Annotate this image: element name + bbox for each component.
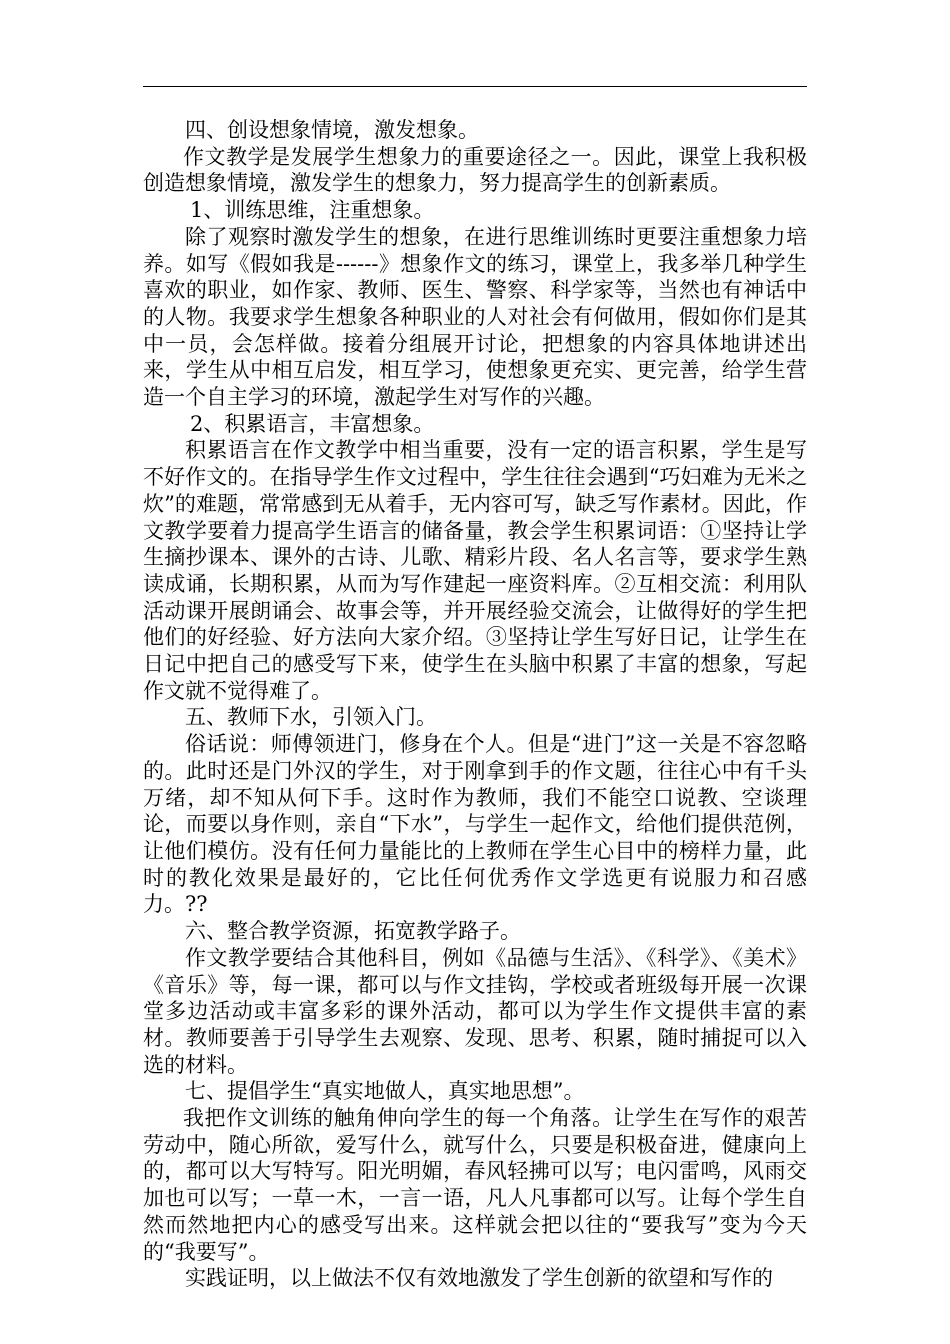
paragraph: 俗话说：师傅领进门，修身在个人。但是“进门”这一关是不容忽略的。此时还是门外汉的学生，对于刚拿到手的作文题，往往心中有千头万绪，却不知从何下手。这时作为教师，我们不能空口说教、空谈理论，而要以身作则，亲自“下水”，与学生一起作文，给他们提供范例，让他们模仿。没有任何力量能比的上教师在学生心目中的榜样力量，此时的教化效果是最好的，它比任何优秀作文学选更有说服力和召感力。?? <box>143 732 807 917</box>
section-heading-5: 五、教师下水，引领入门。 <box>185 705 437 730</box>
paragraph: 积累语言在作文教学中相当重要，没有一定的语言积累，学生是写不好作文的。在指导学生作文过程中，学生往往会遇到“巧妇难为无米之炊”的难题，常常感到无从着手，无内容可写，缺乏写作素材。因此，作文教学要着力提高学生语言的储备量，教会学生积累词语：①坚持让学生摘抄课本、课外的古诗、儿歌、精彩片段、名人名言等，要求学生熟读成诵，长期积累，从而为写作建起一座资料库。②互相交流：利用队活动课开展朗诵会、故事会等，并开展经验交流会，让做得好的学生把他们的好经验、好方法向大家介绍。③坚持让学生写好日记，让学生在日记中把自己的感受写下来，使学生在头脑中积累了丰富的想象，写起作文就不觉得难了。 <box>143 438 807 703</box>
document-body <box>143 117 807 1292</box>
paragraph: 我把作文训练的触角伸向学生的每一个角落。让学生在写作的艰苦劳动中，随心所欲，爱写什么，就写什么，只要是积极奋进，健康向上的，都可以大写特写。阳光明媚，春风轻拂可以写；电闪雷鸣，风雨交加也可以写；一草一木，一言一语，凡人凡事都可以写。让每个学生自然而然地把内心的感受写出来。这样就会把以往的“要我写”变为今天的“我要写”。 <box>143 1106 807 1264</box>
paragraph: 作文教学要结合其他科目，例如《品德与生活》、《科学》、《美术》《音乐》等，每一课，都可以与作文挂钩，学校或者班级每开展一次课堂多边活动或丰富多彩的课外活动，都可以为学生作文提供丰富的素材。教师要善于引导学生去观察、发现、思考、积累，随时捕捉可以入选的材料。 <box>143 945 807 1077</box>
section-heading-7: 七、提倡学生“真实地做人，真实地思想”。 <box>185 1079 585 1104</box>
paragraph: 实践证明，以上做法不仅有效地激发了学生创新的欲望和写作的 <box>185 1266 773 1291</box>
section-heading-4: 四、创设想象情境，激发想象。 <box>185 118 479 142</box>
subheading-1: 1、训练思维，注重想象。 <box>190 198 435 223</box>
subheading-2: 2、积累语言，丰富想象。 <box>190 411 435 436</box>
paragraph: 作文教学是发展学生想象力的重要途径之一。因此，课堂上我积极创造想象情境，激发学生的想象力，努力提高学生的创新素质。 <box>143 144 807 196</box>
paragraph: 除了观察时激发学生的想象，在进行思维训练时更要注重想象力培养。如写《假如我是------》想象作文的练习，课堂上，我多举几种学生喜欢的职业，如作家、教师、医生、警察、科学家等，当然也有神话中的人物。我要求学生想象各种职业的人对社会有何做用，假如你们是其中一员，会怎样做。接着分组展开讨论，把想象的内容具体地讲述出来，学生从中相互启发，相互学习，使想象更充实、更完善，给学生营造一个自主学习的环境，激起学生对写作的兴趣。 <box>143 224 807 410</box>
section-heading-6: 六、整合教学资源，拓宽教学路子。 <box>185 919 521 944</box>
header-rule <box>143 86 807 87</box>
